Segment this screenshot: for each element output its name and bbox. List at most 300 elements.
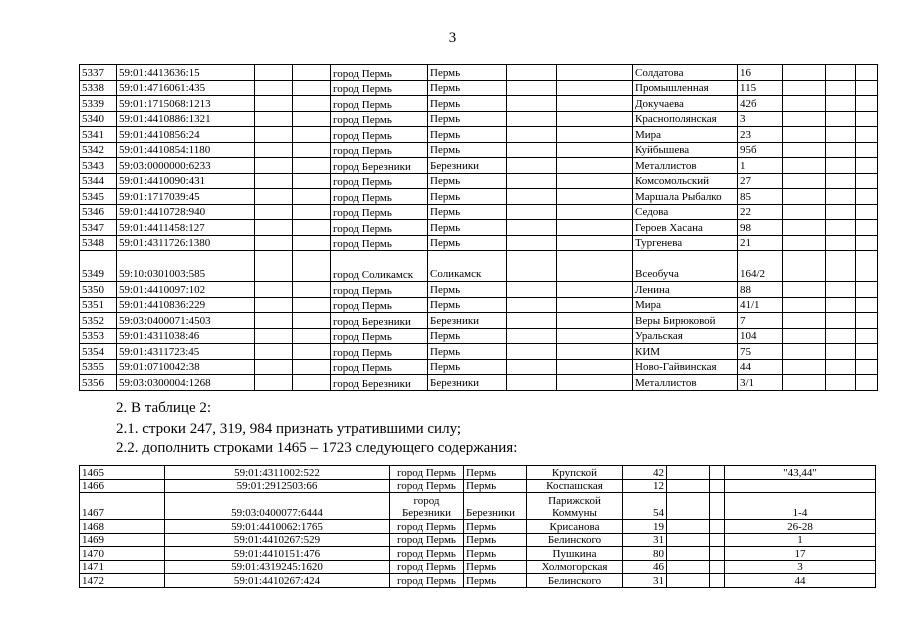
empty-cell xyxy=(826,282,856,298)
locality-cell: город Пермь xyxy=(331,189,428,205)
empty-cell xyxy=(710,574,725,588)
empty-cell xyxy=(293,282,331,298)
row-number: 5337 xyxy=(80,65,117,81)
city-cell: Пермь xyxy=(464,560,527,574)
empty-cell xyxy=(826,220,856,236)
locality-cell: город Пермь xyxy=(390,466,464,480)
row-number: 5344 xyxy=(80,173,117,189)
cadastral-number: 59:03:0400077:6444 xyxy=(165,493,390,520)
empty-cell xyxy=(783,96,826,112)
table-row xyxy=(80,96,878,112)
empty-cell xyxy=(557,127,633,143)
empty-cell xyxy=(826,111,856,127)
empty-cell xyxy=(507,220,557,236)
table-row xyxy=(80,173,878,189)
extra-cell: 1 xyxy=(725,533,876,547)
cadastral-number: 59:01:4410062:1765 xyxy=(165,520,390,534)
empty-cell xyxy=(293,158,331,174)
table-row xyxy=(80,466,876,480)
empty-cell xyxy=(293,111,331,127)
table-row xyxy=(80,520,876,534)
street-cell: Металлистов xyxy=(633,158,738,174)
street-cell: Мира xyxy=(633,297,738,313)
empty-cell xyxy=(293,65,331,81)
row-number: 1470 xyxy=(80,547,165,561)
empty-cell xyxy=(856,235,878,251)
table-row xyxy=(80,127,878,143)
locality-cell: город Пермь xyxy=(331,297,428,313)
empty-cell xyxy=(507,282,557,298)
street-cell: Всеобуча xyxy=(633,251,738,282)
table-2 xyxy=(79,465,876,588)
empty-cell xyxy=(557,204,633,220)
empty-cell xyxy=(826,204,856,220)
empty-cell xyxy=(783,282,826,298)
extra-cell: 17 xyxy=(725,547,876,561)
empty-cell xyxy=(293,189,331,205)
empty-cell xyxy=(507,204,557,220)
row-number: 5343 xyxy=(80,158,117,174)
locality-cell: город Пермь xyxy=(331,344,428,360)
row-number: 1471 xyxy=(80,560,165,574)
empty-cell xyxy=(255,158,293,174)
empty-cell xyxy=(856,297,878,313)
empty-cell xyxy=(826,344,856,360)
row-number: 5350 xyxy=(80,282,117,298)
paragraph-2-1: 2.1. строки 247, 319, 984 признать утратившими силу; xyxy=(116,421,462,437)
city-cell: Пермь xyxy=(464,479,527,493)
empty-cell xyxy=(507,111,557,127)
locality-cell: город Пермь xyxy=(390,560,464,574)
cadastral-number: 59:03:0300004:1268 xyxy=(117,375,255,391)
empty-cell xyxy=(293,297,331,313)
extra-cell: 1-4 xyxy=(725,493,876,520)
row-number: 5341 xyxy=(80,127,117,143)
row-number: 1466 xyxy=(80,479,165,493)
empty-cell xyxy=(826,297,856,313)
city-cell: Пермь xyxy=(428,297,507,313)
table-row xyxy=(80,282,878,298)
empty-cell xyxy=(255,142,293,158)
locality-cell: город Березники xyxy=(331,158,428,174)
row-number: 5351 xyxy=(80,297,117,313)
city-cell: Пермь xyxy=(428,142,507,158)
extra-cell: "43,44" xyxy=(725,466,876,480)
empty-cell xyxy=(667,520,710,534)
locality-cell: город Пермь xyxy=(390,547,464,561)
house-cell: 22 xyxy=(738,204,783,220)
city-cell: Пермь xyxy=(464,466,527,480)
locality-cell: город Березники xyxy=(390,493,464,520)
empty-cell xyxy=(293,127,331,143)
empty-cell xyxy=(507,173,557,189)
city-cell: Березники xyxy=(428,375,507,391)
street-cell: Ново-Гайвинская xyxy=(633,359,738,375)
city-cell: Пермь xyxy=(428,173,507,189)
empty-cell xyxy=(856,282,878,298)
cadastral-number: 59:01:4311723:45 xyxy=(117,344,255,360)
row-number: 5338 xyxy=(80,80,117,96)
empty-cell xyxy=(826,96,856,112)
cadastral-number: 59:03:0000000:6233 xyxy=(117,158,255,174)
row-number: 5340 xyxy=(80,111,117,127)
empty-cell xyxy=(856,111,878,127)
paragraph-2-2: 2.2. дополнить строками 1465 – 1723 следующего содержания: xyxy=(116,440,518,456)
empty-cell xyxy=(255,328,293,344)
empty-cell xyxy=(255,297,293,313)
cadastral-number: 59:01:4410090:431 xyxy=(117,173,255,189)
empty-cell xyxy=(255,127,293,143)
empty-cell xyxy=(507,359,557,375)
street-cell: Веры Бирюковой xyxy=(633,313,738,329)
empty-cell xyxy=(293,80,331,96)
empty-cell xyxy=(557,328,633,344)
cadastral-number: 59:03:0400071:4503 xyxy=(117,313,255,329)
city-cell: Пермь xyxy=(428,65,507,81)
table-row xyxy=(80,189,878,205)
street-cell: Пушкина xyxy=(527,547,623,561)
empty-cell xyxy=(255,235,293,251)
empty-cell xyxy=(783,173,826,189)
empty-cell xyxy=(507,158,557,174)
empty-cell xyxy=(293,375,331,391)
empty-cell xyxy=(255,344,293,360)
empty-cell xyxy=(557,344,633,360)
empty-cell xyxy=(557,65,633,81)
city-cell: Пермь xyxy=(428,204,507,220)
house-cell: 75 xyxy=(738,344,783,360)
locality-cell: город Пермь xyxy=(331,65,428,81)
house-cell: 31 xyxy=(623,533,667,547)
empty-cell xyxy=(293,173,331,189)
street-cell: Коспашская xyxy=(527,479,623,493)
empty-cell xyxy=(255,282,293,298)
table-row xyxy=(80,235,878,251)
house-cell: 31 xyxy=(623,574,667,588)
city-cell: Березники xyxy=(428,158,507,174)
row-number: 5353 xyxy=(80,328,117,344)
house-cell: 104 xyxy=(738,328,783,344)
street-cell: Краснополянская xyxy=(633,111,738,127)
cadastral-number: 59:01:2912503:66 xyxy=(165,479,390,493)
street-cell: Тургенева xyxy=(633,235,738,251)
table-row xyxy=(80,158,878,174)
house-cell: 88 xyxy=(738,282,783,298)
cadastral-number: 59:01:4410886:1321 xyxy=(117,111,255,127)
row-number: 5342 xyxy=(80,142,117,158)
empty-cell xyxy=(557,96,633,112)
table-row xyxy=(80,80,878,96)
street-cell: Куйбышева xyxy=(633,142,738,158)
empty-cell xyxy=(255,189,293,205)
empty-cell xyxy=(255,96,293,112)
city-cell: Пермь xyxy=(428,189,507,205)
empty-cell xyxy=(783,328,826,344)
empty-cell xyxy=(856,142,878,158)
extra-cell: 26-28 xyxy=(725,520,876,534)
empty-cell xyxy=(507,189,557,205)
locality-cell: город Пермь xyxy=(331,96,428,112)
locality-cell: город Березники xyxy=(331,375,428,391)
locality-cell: город Пермь xyxy=(331,127,428,143)
street-cell: Металлистов xyxy=(633,375,738,391)
empty-cell xyxy=(507,235,557,251)
empty-cell xyxy=(293,359,331,375)
empty-cell xyxy=(826,328,856,344)
city-cell: Пермь xyxy=(464,533,527,547)
table-row xyxy=(80,65,878,81)
empty-cell xyxy=(667,479,710,493)
cadastral-number: 59:01:4311002:522 xyxy=(165,466,390,480)
row-number: 5346 xyxy=(80,204,117,220)
house-cell: 7 xyxy=(738,313,783,329)
street-cell: Ленина xyxy=(633,282,738,298)
empty-cell xyxy=(293,328,331,344)
empty-cell xyxy=(507,251,557,282)
house-cell: 42 xyxy=(623,466,667,480)
empty-cell xyxy=(856,220,878,236)
row-number: 5355 xyxy=(80,359,117,375)
empty-cell xyxy=(826,127,856,143)
empty-cell xyxy=(783,297,826,313)
empty-cell xyxy=(507,142,557,158)
locality-cell: город Пермь xyxy=(331,80,428,96)
street-cell: Седова xyxy=(633,204,738,220)
table-row xyxy=(80,204,878,220)
house-cell: 42б xyxy=(738,96,783,112)
row-number: 5356 xyxy=(80,375,117,391)
table-row xyxy=(80,142,878,158)
empty-cell xyxy=(507,127,557,143)
city-cell: Пермь xyxy=(428,328,507,344)
house-cell: 27 xyxy=(738,173,783,189)
empty-cell xyxy=(826,142,856,158)
empty-cell xyxy=(856,65,878,81)
row-number: 5345 xyxy=(80,189,117,205)
cadastral-number: 59:01:4410856:24 xyxy=(117,127,255,143)
locality-cell: город Пермь xyxy=(331,204,428,220)
extra-cell: 44 xyxy=(725,574,876,588)
table-1-body xyxy=(80,65,878,391)
empty-cell xyxy=(783,111,826,127)
city-cell: Пермь xyxy=(464,574,527,588)
empty-cell xyxy=(557,359,633,375)
table-row xyxy=(80,220,878,236)
empty-cell xyxy=(667,547,710,561)
empty-cell xyxy=(667,533,710,547)
empty-cell xyxy=(856,204,878,220)
empty-cell xyxy=(255,220,293,236)
table-row xyxy=(80,547,876,561)
street-cell: Парижской Коммуны xyxy=(527,493,623,520)
city-cell: Пермь xyxy=(428,359,507,375)
city-cell: Пермь xyxy=(428,235,507,251)
house-cell: 46 xyxy=(623,560,667,574)
row-number: 1465 xyxy=(80,466,165,480)
empty-cell xyxy=(783,235,826,251)
house-cell: 85 xyxy=(738,189,783,205)
city-cell: Пермь xyxy=(428,282,507,298)
house-cell: 44 xyxy=(738,359,783,375)
empty-cell xyxy=(507,297,557,313)
locality-cell: город Пермь xyxy=(331,220,428,236)
empty-cell xyxy=(557,282,633,298)
empty-cell xyxy=(783,313,826,329)
empty-cell xyxy=(557,375,633,391)
empty-cell xyxy=(557,297,633,313)
locality-cell: город Пермь xyxy=(390,520,464,534)
city-cell: Березники xyxy=(428,313,507,329)
empty-cell xyxy=(557,251,633,282)
row-number: 1472 xyxy=(80,574,165,588)
extra-cell xyxy=(725,479,876,493)
empty-cell xyxy=(667,560,710,574)
city-cell: Пермь xyxy=(428,220,507,236)
empty-cell xyxy=(507,375,557,391)
table-row xyxy=(80,560,876,574)
house-cell: 21 xyxy=(738,235,783,251)
cadastral-number: 59:01:4311726:1380 xyxy=(117,235,255,251)
street-cell: Солдатова xyxy=(633,65,738,81)
empty-cell xyxy=(293,142,331,158)
cadastral-number: 59:01:4311038:46 xyxy=(117,328,255,344)
row-number: 5349 xyxy=(80,251,117,282)
locality-cell: город Пермь xyxy=(390,533,464,547)
cadastral-number: 59:01:4410097:102 xyxy=(117,282,255,298)
city-cell: Пермь xyxy=(464,547,527,561)
empty-cell xyxy=(856,158,878,174)
empty-cell xyxy=(783,204,826,220)
locality-cell: город Пермь xyxy=(331,173,428,189)
cadastral-number: 59:01:1717039:45 xyxy=(117,189,255,205)
empty-cell xyxy=(255,204,293,220)
empty-cell xyxy=(507,65,557,81)
table-row xyxy=(80,375,878,391)
empty-cell xyxy=(255,65,293,81)
empty-cell xyxy=(710,466,725,480)
empty-cell xyxy=(710,560,725,574)
table-row xyxy=(80,479,876,493)
cadastral-number: 59:01:4411458:127 xyxy=(117,220,255,236)
house-cell: 95б xyxy=(738,142,783,158)
empty-cell xyxy=(293,204,331,220)
locality-cell: город Пермь xyxy=(331,111,428,127)
city-cell: Пермь xyxy=(428,96,507,112)
empty-cell xyxy=(557,173,633,189)
empty-cell xyxy=(783,375,826,391)
empty-cell xyxy=(507,313,557,329)
empty-cell xyxy=(507,328,557,344)
house-cell: 3 xyxy=(738,111,783,127)
empty-cell xyxy=(856,96,878,112)
locality-cell: город Пермь xyxy=(331,359,428,375)
street-cell: Белинского xyxy=(527,533,623,547)
street-cell: Докучаева xyxy=(633,96,738,112)
empty-cell xyxy=(856,359,878,375)
empty-cell xyxy=(783,189,826,205)
empty-cell xyxy=(710,493,725,520)
table-row xyxy=(80,328,878,344)
house-cell: 164/2 xyxy=(738,251,783,282)
table-2-body xyxy=(80,466,876,588)
house-cell: 19 xyxy=(623,520,667,534)
cadastral-number: 59:01:4410267:529 xyxy=(165,533,390,547)
house-cell: 41/1 xyxy=(738,297,783,313)
cadastral-number: 59:01:4410728:940 xyxy=(117,204,255,220)
empty-cell xyxy=(783,127,826,143)
empty-cell xyxy=(255,173,293,189)
empty-cell xyxy=(826,375,856,391)
street-cell: Мира xyxy=(633,127,738,143)
street-cell: Холмогорская xyxy=(527,560,623,574)
empty-cell xyxy=(826,235,856,251)
street-cell: Белинского xyxy=(527,574,623,588)
street-cell: КИМ xyxy=(633,344,738,360)
house-cell: 54 xyxy=(623,493,667,520)
street-cell: Маршала Рыбалко xyxy=(633,189,738,205)
empty-cell xyxy=(255,251,293,282)
cadastral-number: 59:01:4410836:229 xyxy=(117,297,255,313)
empty-cell xyxy=(557,220,633,236)
city-cell: Пермь xyxy=(428,127,507,143)
house-cell: 115 xyxy=(738,80,783,96)
empty-cell xyxy=(293,313,331,329)
empty-cell xyxy=(783,80,826,96)
empty-cell xyxy=(255,80,293,96)
city-cell: Соликамск xyxy=(428,251,507,282)
empty-cell xyxy=(856,344,878,360)
empty-cell xyxy=(826,158,856,174)
locality-cell: город Пермь xyxy=(390,574,464,588)
empty-cell xyxy=(856,375,878,391)
row-number: 1467 xyxy=(80,493,165,520)
empty-cell xyxy=(667,574,710,588)
row-number: 5348 xyxy=(80,235,117,251)
cadastral-number: 59:01:4716061:435 xyxy=(117,80,255,96)
empty-cell xyxy=(557,158,633,174)
empty-cell xyxy=(783,220,826,236)
empty-cell xyxy=(710,479,725,493)
empty-cell xyxy=(557,142,633,158)
empty-cell xyxy=(293,235,331,251)
cadastral-number: 59:01:4410151:476 xyxy=(165,547,390,561)
locality-cell: город Пермь xyxy=(331,328,428,344)
locality-cell: город Пермь xyxy=(390,479,464,493)
street-cell: Героев Хасана xyxy=(633,220,738,236)
table-row xyxy=(80,574,876,588)
street-cell: Промышленная xyxy=(633,80,738,96)
empty-cell xyxy=(293,344,331,360)
empty-cell xyxy=(826,173,856,189)
paragraph-2: 2. В таблице 2: xyxy=(116,400,212,416)
locality-cell: город Березники xyxy=(331,313,428,329)
house-cell: 98 xyxy=(738,220,783,236)
table-row xyxy=(80,297,878,313)
empty-cell xyxy=(507,96,557,112)
house-cell: 3/1 xyxy=(738,375,783,391)
page-number: 3 xyxy=(448,30,457,46)
empty-cell xyxy=(856,80,878,96)
empty-cell xyxy=(255,111,293,127)
empty-cell xyxy=(557,313,633,329)
locality-cell: город Пермь xyxy=(331,142,428,158)
empty-cell xyxy=(255,313,293,329)
city-cell: Пермь xyxy=(428,80,507,96)
table-row xyxy=(80,251,878,282)
empty-cell xyxy=(783,142,826,158)
empty-cell xyxy=(293,220,331,236)
empty-cell xyxy=(856,251,878,282)
